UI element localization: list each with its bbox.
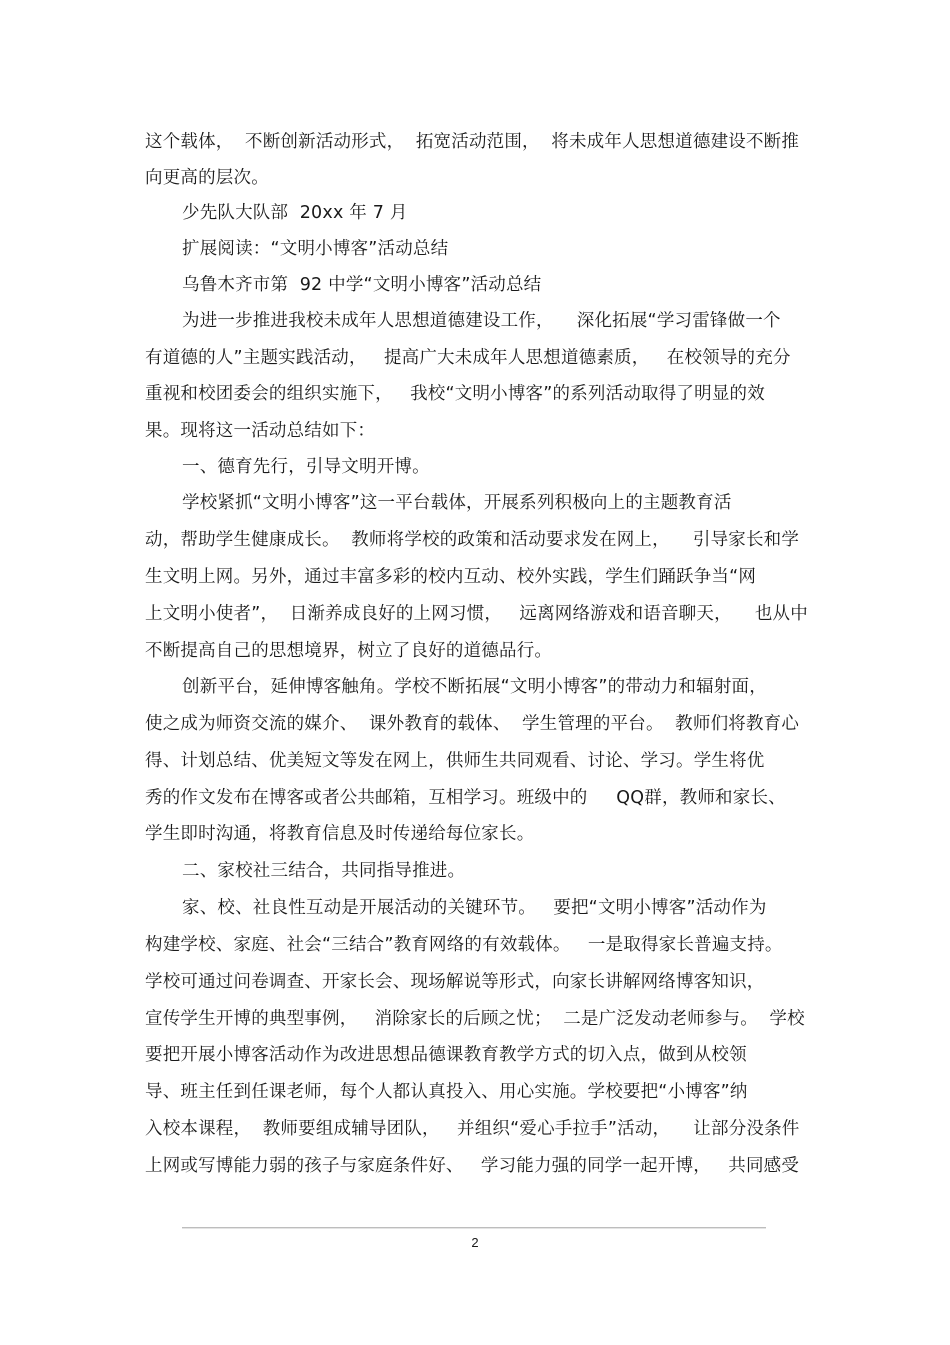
text-line: 构建学校、家庭、社会“三结合”教育网络的有效载体。 一是取得家长普遍支持。 [145,935,783,955]
text-line: 生文明上网。另外，通过丰富多彩的校内互动、校外实践，学生们踊跃争当“网 [145,567,757,587]
text-line: 这个载体， 不断创新活动形式， 拓宽活动范围， 将未成年人思想道德建设不断推 [145,132,800,152]
text-line: 果。现将这一活动总结如下： [145,421,376,441]
text-line: 少先队大队部 20xx 年 7 月 [182,203,408,223]
text-line: 有道德的人”主题实践活动， 提高广大未成年人思想道德素质， 在校领导的充分 [145,348,791,368]
footer-divider [182,1227,766,1228]
text-line: 重视和校团委会的组织实施下， 我校“文明小博客”的系列活动取得了明显的效 [145,384,765,404]
text-line: 动，帮助学生健康成长。 教师将学校的政策和活动要求发在网上， 引导家长和学 [145,530,800,550]
text-line: 家、校、社良性互动是开展活动的关键环节。 要把“文明小博客”活动作为 [182,898,767,918]
text-line: 创新平台，延伸博客触角。学校不断拓展“文明小博客”的带动力和辐射面， [182,677,767,697]
text-line: 宣传学生开博的典型事例， 消除家长的后顾之忧； 二是广泛发动老师参与。 学校 [145,1009,805,1029]
text-line: 得、计划总结、优美短文等发在网上，供师生共同观看、讨论、学习。学生将优 [145,751,765,771]
text-line: 学生即时沟通，将教育信息及时传递给每位家长。 [145,824,535,844]
text-line: 为进一步推进我校未成年人思想道德建设工作， 深化拓展“学习雷锋做一个 [182,311,781,331]
text-line: 扩展阅读：“文明小博客”活动总结 [182,239,449,259]
text-line: 一、德育先行，引导文明开博。 [182,457,430,477]
text-line: 使之成为师资交流的媒介、 课外教育的载体、 学生管理的平台。 教师们将教育心 [145,714,800,734]
text-line: 学校可通过问卷调查、开家长会、现场解说等形式，向家长讲解网络博客知识， [145,972,765,992]
page-number: 2 [471,1235,479,1250]
text-line: 上文明小使者”， 日渐养成良好的上网习惯， 远离网络游戏和语音聊天， 也从中 [145,604,808,624]
text-line: 乌鲁木齐市第 92 中学“文明小博客”活动总结 [182,275,542,295]
text-line: 不断提高自己的思想境界，树立了良好的道德品行。 [145,641,553,661]
text-line: 学校紧抓“文明小博客”这一平台载体，开展系列积极向上的主题教育活 [182,493,732,513]
text-line: 秀的作文发布在博客或者公共邮箱，互相学习。班级中的 QQ群，教师和家长、 [145,788,786,808]
text-line: 入校本课程， 教师要组成辅导团队， 并组织“爱心手拉手”活动， 让部分没条件 [145,1119,800,1139]
text-line: 向更高的层次。 [145,168,269,188]
text-line: 上网或写博能力弱的孩子与家庭条件好、 学习能力强的同学一起开博， 共同感受 [145,1156,800,1176]
text-line: 要把开展小博客活动作为改进思想品德课教育教学方式的切入点，做到从校领 [145,1045,747,1065]
text-line: 导、班主任到任课老师，每个人都认真投入、用心实施。学校要把“小博客”纳 [145,1082,748,1102]
text-line: 二、家校社三结合，共同指导推进。 [182,861,466,881]
